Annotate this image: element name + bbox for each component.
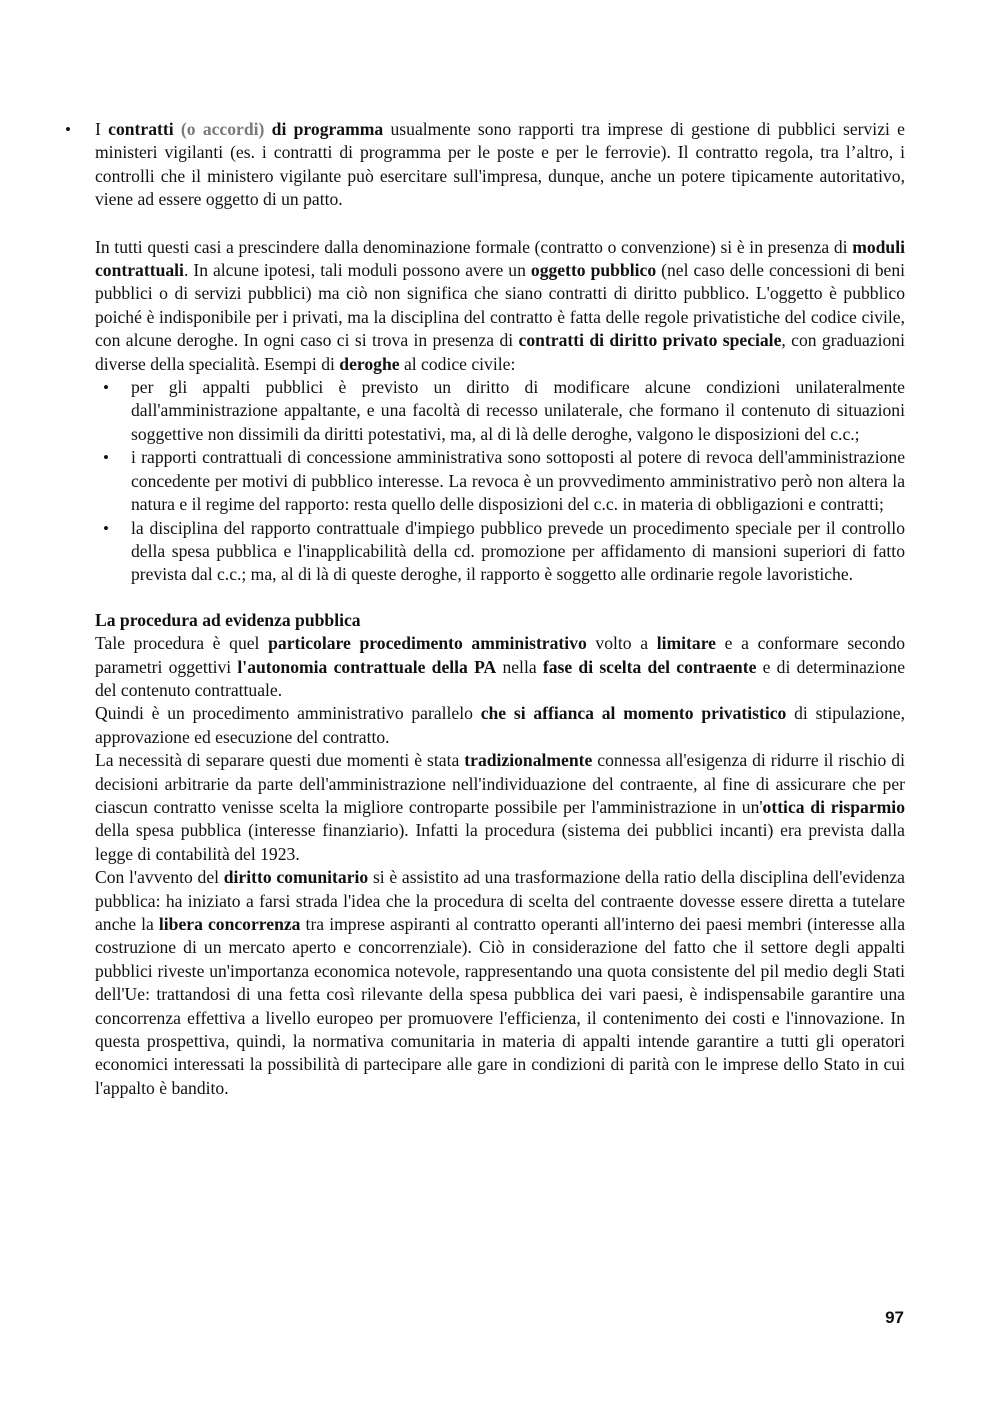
- paragraph-diritto-comunitario: Con l'avvento del diritto comunitario si è assistito ad una trasformazione della ratio della disciplina dell'evidenza pubblica: ha iniziato a farsi strada l'idea che la procedura di scelta del contraente dovesse essere diretta a tutelare anche la libera concorrenza tra imprese aspiranti al contratto operanti all'interno dei paesi membri (interesse alla costruzione di un mercato aperto e concorrenziale). Ciò in considerazione del fatto che il settore degli appalti pubblici riveste un'importanza economica notevole, rappresentando una quota consistente del pil medio degli Stati dell'Ue: trattandosi di una fetta così rilevante della spesa pubblica dei vari paesi, è indispensabile garantire una concorrenza effettiva a livello europeo per promuovere l'efficienza, il contenimento dei costi e l'innovazione. In questa prospettiva, quindi, la normativa comunitaria in materia di appalti intende garantire a tutti gli operatori economici interessati la possibilità di partecipare alle gare in condizioni di parità con le imprese dello Stato in cui l'appalto è bandito.: [95, 867, 906, 1098]
- section-heading: La procedura ad evidenza pubblica: [95, 609, 361, 630]
- paragraph-moduli-contrattuali: In tutti questi casi a prescindere dalla denominazione formale (contratto o convenzione) si è in presenza di moduli contrattuali. In alcune ipotesi, tali moduli possono avere un oggetto pubblico (nel caso delle concessioni di beni pubblici o di servizi pubblici) ma ciò non significa che siano contratti di diritto pubblico. L'oggetto è pubblico poiché è indisponibile per i privati, ma la disciplina del contratto è fatta delle regole privatistiche del codice civile, con alcune deroghe. In ogni caso ci si trova in presenza di contratti di diritto privato speciale, con graduazioni diverse della specialità. Esempi di deroghe al codice civile:: [95, 236, 905, 374]
- bullet-icon: •: [103, 518, 109, 538]
- bullet-contratti-di-programma: [65, 118, 905, 212]
- bold-run: contratti: [108, 119, 174, 139]
- paragraph-necessita: La necessità di separare questi due momenti è stata tradizionalmente connessa all'esigenza di ridurre il rischio di decisioni arbitrarie da parte dell'amministrazione nell'individuazione del contraente, al fine di assicurare che per ciascun contratto venisse scelta la migliore controparte possibile per l'amministrazione in un'ottica di risparmio della spesa pubblica (interesse finanziario). Infatti la procedura (sistema dei pubblici incanti) era prevista dalla legge di contabilità del 1923.: [95, 750, 905, 864]
- grey-run: (o accordi): [180, 119, 265, 139]
- bullet-icon: •: [103, 448, 109, 468]
- bold-run: di programma: [271, 119, 384, 139]
- text-run: usualmente sono rapporti tra imprese di gestione di pubblici servizi e ministeri vigilanti (es. i contratti di programma per le poste e per le ferrovie). Il contratto regola, tra l’altro, i controlli che il ministero vigilante può esercitare sull'impresa, dunque, anche un potere tipicamente autoritativo, viene ad essere oggetto di un patto.: [95, 119, 905, 210]
- document-page: [65, 118, 906, 1100]
- bullet-icon: •: [65, 120, 71, 139]
- paragraph-parallelo: Quindi è un procedimento amministrativo parallelo che si affianca al momento privatistico di stipulazione, approvazione ed esecuzione del contratto.: [95, 703, 905, 747]
- deroghe-list: [95, 376, 905, 587]
- text-run: I: [95, 119, 109, 139]
- list-item: • per gli appalti pubblici è previsto un diritto di modificare alcune condizioni unilateralmente dall'amministrazione appaltante, e una facoltà di recesso unilaterale, che formano il contenuto di situazioni soggettive non dissimili da diritti potestativi, ma, al di là delle deroghe, valgono le disposizioni del c.c.;: [103, 377, 905, 444]
- bullet-icon: •: [103, 378, 109, 398]
- list-item: • la disciplina del rapporto contrattuale d'impiego pubblico prevede un procedimento speciale per il controllo della spesa pubblica e l'inapplicabilità della cd. promozione per affidamento di mansioni superiori di fatto prevista dal c.c.; ma, al di là di queste deroghe, il rapporto è soggetto alle ordinarie regole lavoristiche.: [103, 517, 905, 585]
- page-number: 97: [885, 1308, 904, 1327]
- list-item: • i rapporti contrattuali di concessione amministrativa sono sottoposti al potere di revoca dell'amministrazione concedente per motivi di pubblico interesse. La revoca è un provvedimento amministrativo però non altera la natura e il regime del rapporto: resta quello delle disposizioni del c.c. in materia di obbligazioni e contratti;: [103, 447, 905, 515]
- paragraph-procedura: Tale procedura è quel particolare procedimento amministrativo volto a limitare e a conformare secondo parametri oggettivi l'autonomia contrattuale della PA nella fase di scelta del contraente e di determinazione del contenuto contrattuale.: [95, 633, 906, 700]
